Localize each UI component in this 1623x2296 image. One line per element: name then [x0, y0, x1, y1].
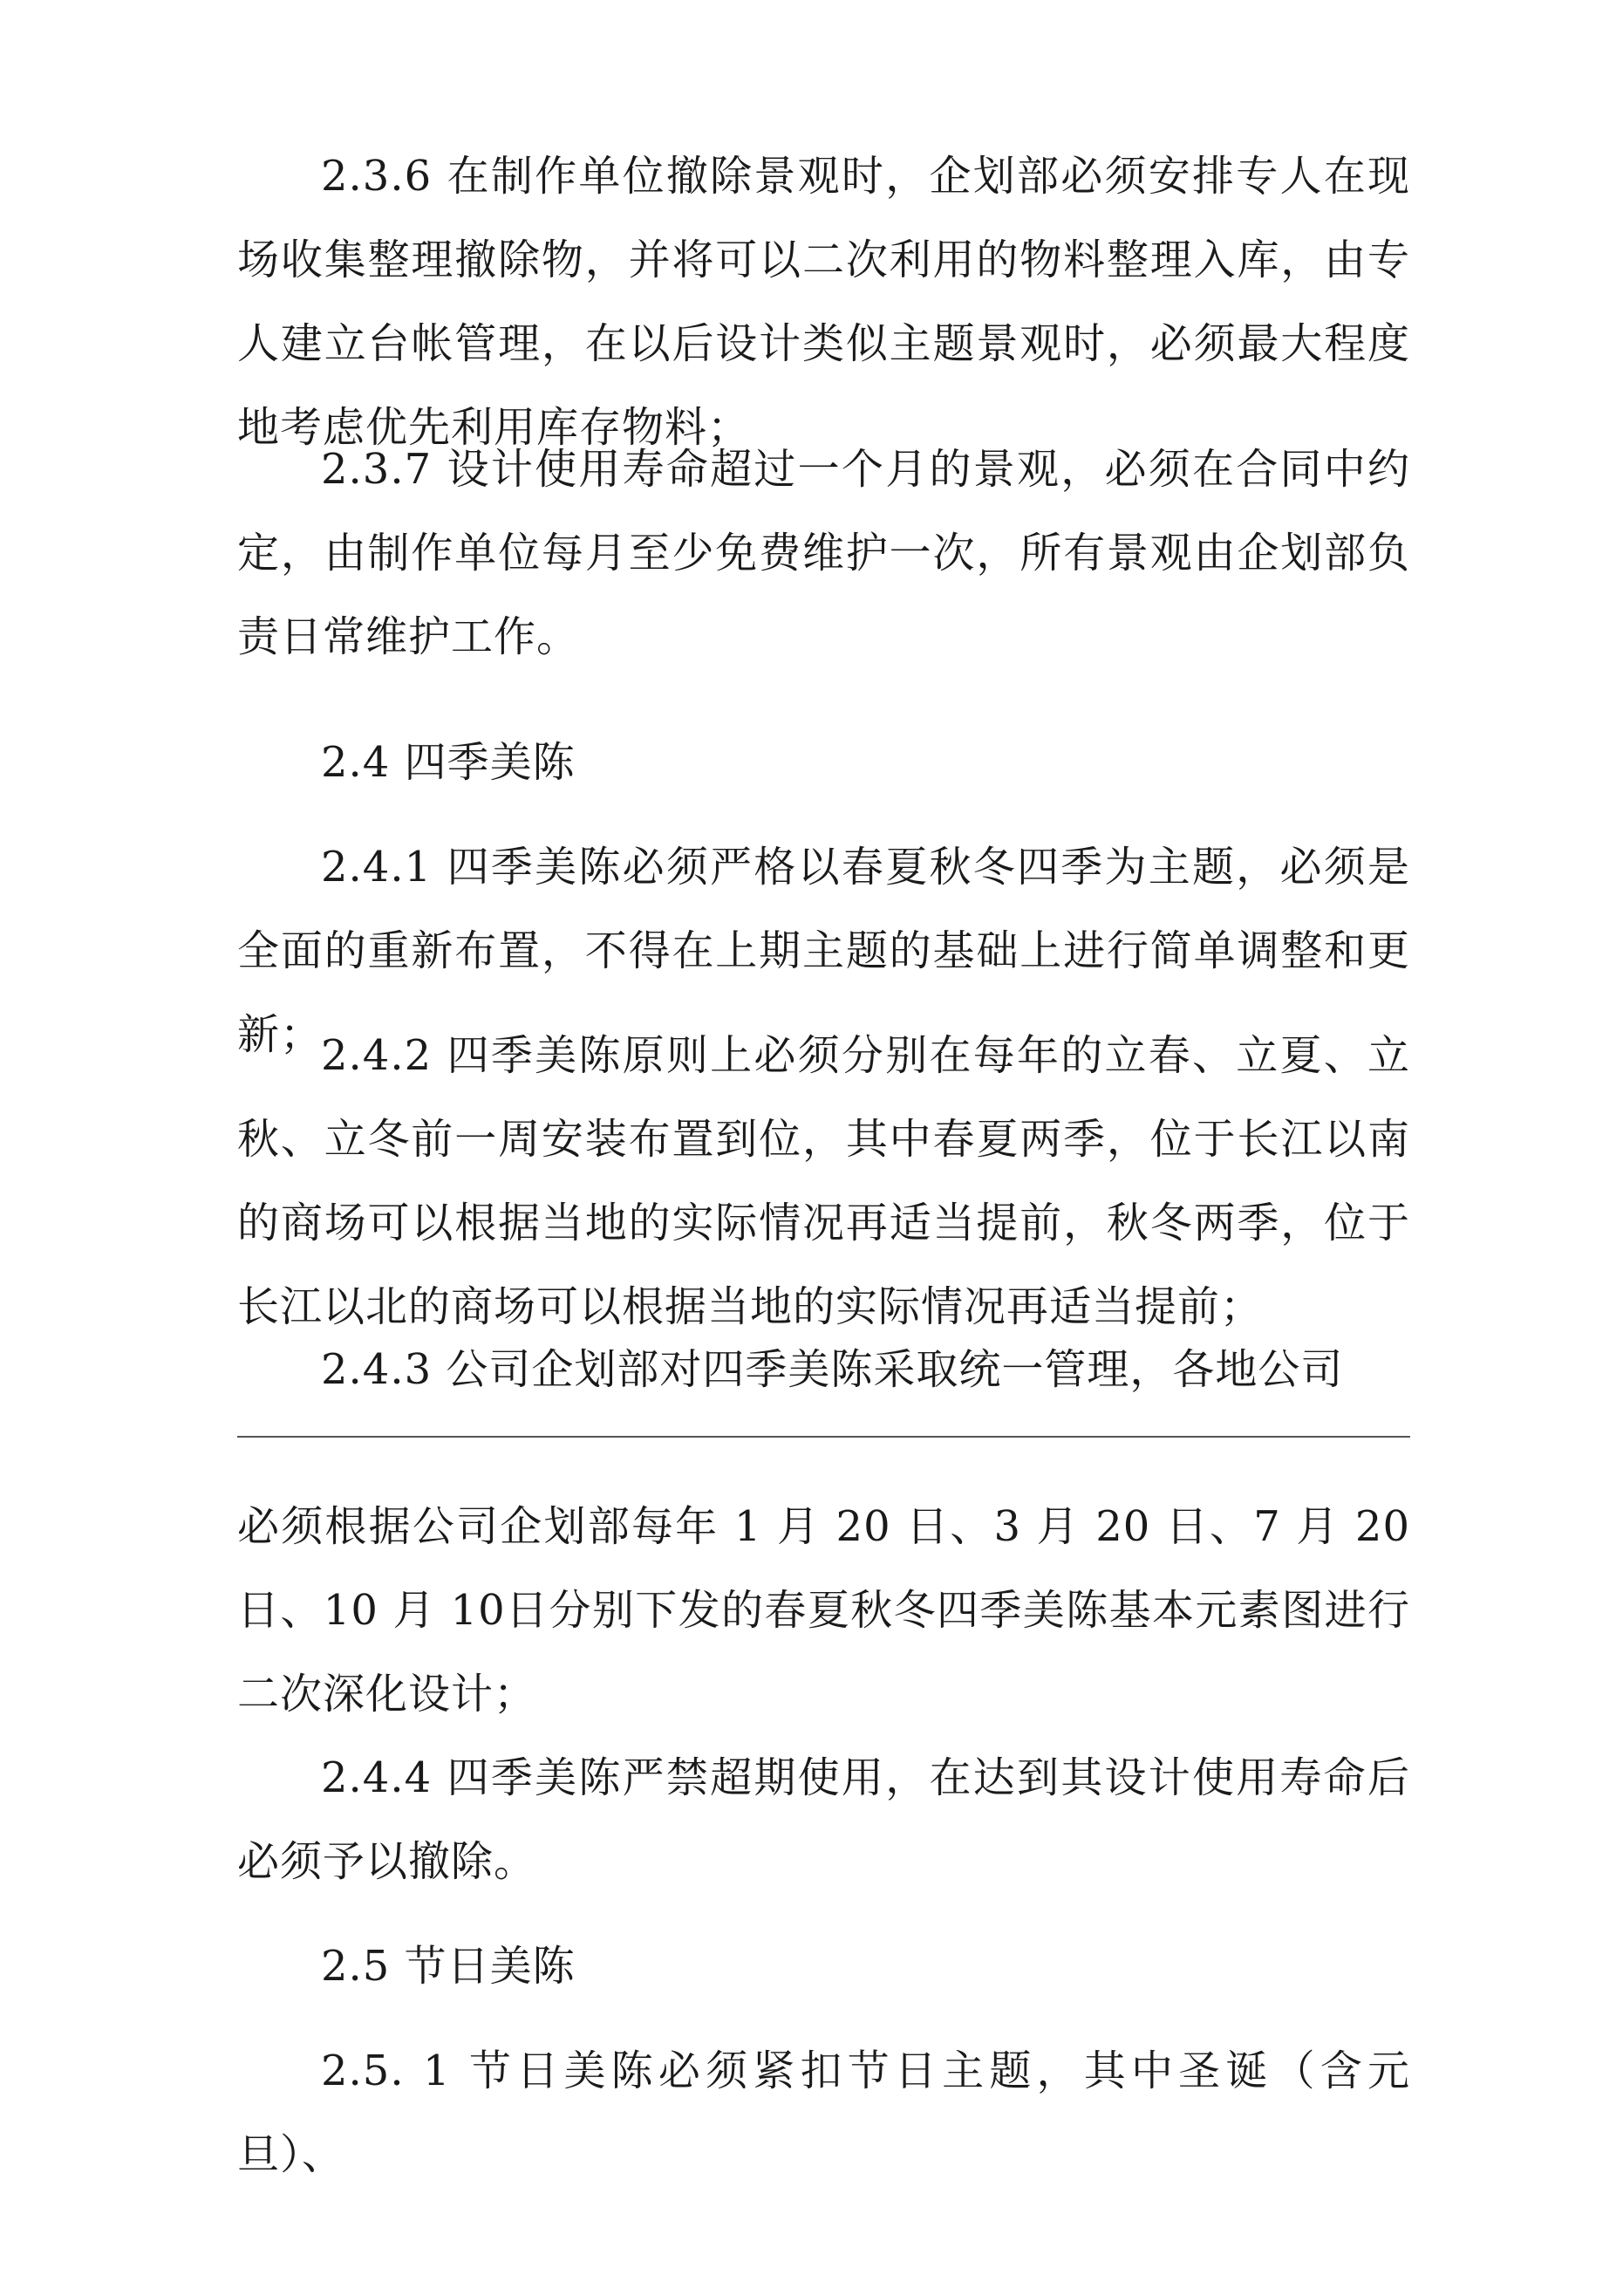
paragraph-2-4-1: 2.4.1 四季美陈必须严格以春夏秋冬四季为主题，必须是全面的重新布置，不得在上期主题的基础上进行简单调整和更新； [237, 843, 1410, 1059]
paragraph-2-4-2: 2.4.2 四季美陈原则上必须分别在每年的立春、立夏、立秋、立冬前一周安装布置到位，其中春夏两季，位于长江以南的商场可以根据当地的实际情况再适当提前，秋冬两季，位于长江以北的商场可以根据当地的实际情况再适当提前； [237, 1031, 1410, 1331]
paragraph-2-4-3-continued: 必须根据公司企划部每年 1 月 20 日、3 月 20 日、7 月 20 日、10 月 10日分别下发的春夏秋冬四季美陈基本元素图进行二次深化设计； [237, 1502, 1410, 1719]
page-divider [237, 1436, 1410, 1438]
paragraph-2-4-3: 2.4.3 公司企划部对四季美陈采取统一管理，各地公司 [321, 1345, 1344, 1394]
paragraph-2-4-4: 2.4.4 四季美陈严禁超期使用，在达到其设计使用寿命后必须予以撤除。 [237, 1753, 1410, 1886]
heading-2-4: 2.4 四季美陈 [321, 738, 576, 787]
paragraph-2-5-1: 2.5. 1 节日美陈必须紧扣节日主题，其中圣诞（含元旦）、 [237, 2047, 1410, 2179]
paragraph-2-3-7: 2.3.7 设计使用寿命超过一个月的景观，必须在合同中约定，由制作单位每月至少免费维护一次，所有景观由企划部负责日常维护工作。 [237, 445, 1410, 661]
paragraph-2-3-6: 2.3.6 在制作单位撤除景观时，企划部必须安排专人在现场收集整理撤除物，并将可以二次利用的物料整理入库，由专人建立台帐管理，在以后设计类似主题景观时，必须最大程度地考虑优先利用库存物料； [237, 152, 1410, 452]
heading-2-5: 2.5 节日美陈 [321, 1942, 576, 1991]
